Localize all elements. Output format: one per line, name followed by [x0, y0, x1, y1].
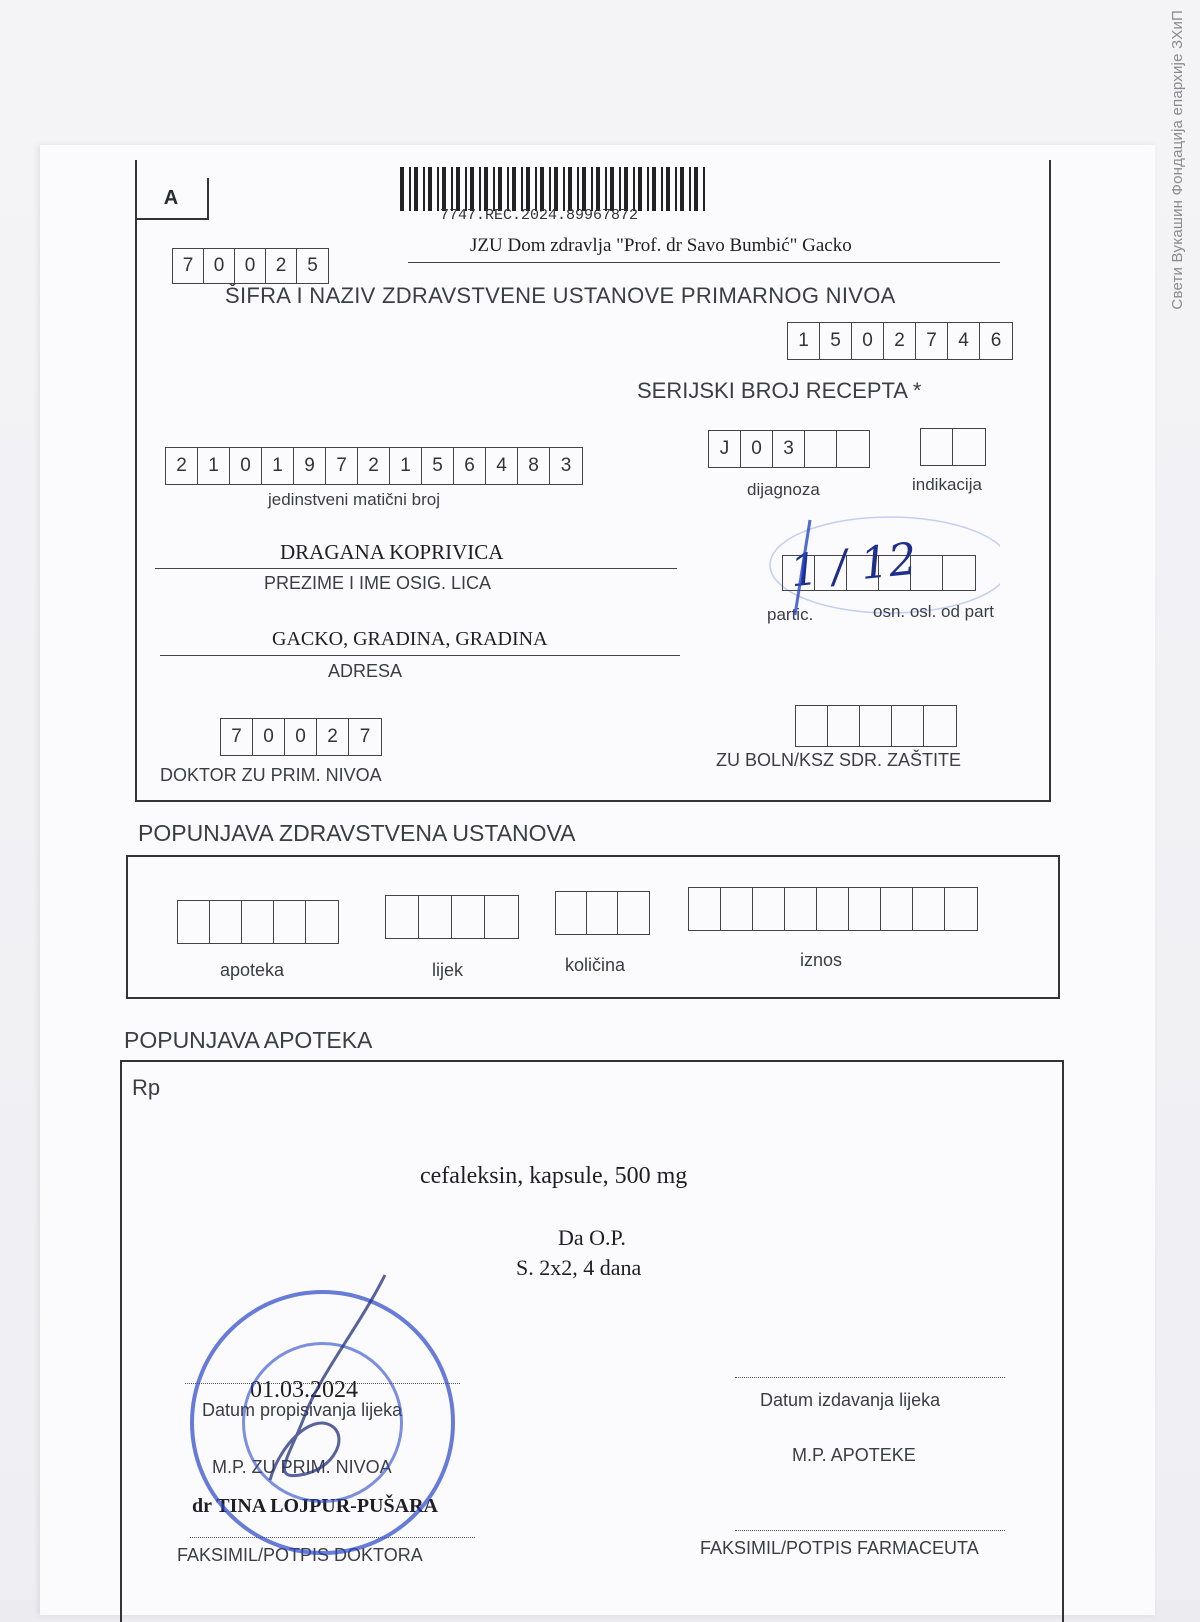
issue-date-line	[735, 1377, 1005, 1378]
barcode-bar	[540, 167, 544, 211]
digit-box: 5	[307, 255, 318, 276]
patient-name: DRAGANA KOPRIVICA	[280, 540, 504, 564]
kolicina-label: količina	[565, 955, 626, 975]
rp-label: Rp	[132, 1075, 161, 1100]
barcode-bar	[605, 167, 607, 211]
pharmacist-signature-line	[735, 1530, 1005, 1531]
digit-box	[828, 706, 860, 746]
barcode-bar	[563, 167, 565, 211]
barcode-bar	[689, 167, 691, 211]
barcode-number: 7747.REC.2024.89967872	[440, 207, 639, 224]
digit-box: 5	[820, 323, 852, 359]
barcode-bar	[554, 167, 558, 211]
digit-box	[556, 892, 587, 934]
digit-box: 0	[852, 323, 884, 359]
diagnosis-boxes	[708, 430, 870, 468]
doctor-signature-label: FAKSIMIL/POTPIS DOKTORA	[177, 1545, 423, 1565]
doctor-name: dr TINA LOJPUR-PUŠARA	[192, 1495, 438, 1517]
apoteka-label: apoteka	[220, 960, 285, 980]
barcode-bar	[437, 167, 439, 211]
patient-name-line	[155, 568, 677, 569]
hospital-boxes	[795, 705, 957, 747]
prescription-date: 01.03.2024	[250, 1377, 358, 1403]
digit-box	[618, 892, 649, 934]
digit-box: 0	[230, 448, 262, 484]
dosage-line-2: S. 2x2, 4 dana	[516, 1255, 642, 1280]
digit-box: 2	[266, 249, 297, 283]
barcode-bar	[675, 167, 677, 211]
prescription-date-label: Datum propisivanja lijeka	[202, 1400, 403, 1420]
pharmacist-signature-label: FAKSIMIL/POTPIS FARMACEUTA	[700, 1538, 979, 1558]
barcode-bar	[479, 167, 481, 211]
lijek-label: lijek	[432, 960, 464, 980]
digit-box: 0	[741, 431, 773, 467]
digit-box: 1	[788, 323, 820, 359]
doctor-code-boxes	[220, 718, 382, 756]
barcode-bar	[498, 167, 502, 211]
barcode-bar	[549, 167, 551, 211]
digit-box	[860, 706, 892, 746]
iznos-boxes	[688, 887, 978, 931]
digit-box: 6	[454, 448, 486, 484]
digit-box: 1	[262, 448, 294, 484]
barcode-bar	[647, 167, 649, 211]
barcode-bar	[409, 167, 411, 211]
apoteka-boxes	[177, 900, 339, 944]
indication-boxes	[920, 428, 986, 466]
digit-box: 1	[390, 448, 422, 484]
digit-box	[485, 896, 518, 938]
digit-box: 5	[422, 448, 454, 484]
jmbg-label: jedinstveni matični broj	[268, 490, 440, 509]
institution-name: JZU Dom zdravlja "Prof. dr Savo Bumbić" Gacko	[470, 235, 852, 256]
barcode-bar	[400, 167, 404, 211]
partic-label: partic.	[767, 605, 814, 624]
barcode-bar	[582, 167, 586, 211]
digit-box: 6	[990, 330, 1002, 351]
digit-box	[945, 888, 977, 930]
barcode-bar	[596, 167, 600, 211]
digit-box	[242, 901, 274, 943]
barcode-bar	[666, 167, 670, 211]
digit-box	[881, 888, 913, 930]
serial-number-boxes	[787, 322, 1013, 360]
iznos-label: iznos	[800, 950, 843, 970]
institution-name-line	[408, 262, 1000, 263]
barcode-bar	[465, 167, 467, 211]
digit-box	[849, 888, 881, 930]
barcode-bar	[451, 167, 453, 211]
watermark-text: Свети Вукашин Фондација епархије ЗХиП	[1169, 10, 1186, 310]
barcode-bar	[703, 167, 705, 211]
digit-box	[913, 888, 945, 930]
barcode-bar	[680, 167, 684, 211]
barcode-bar	[507, 167, 509, 211]
barcode-bar	[661, 167, 663, 211]
digit-box	[796, 706, 828, 746]
digit-box	[921, 429, 953, 465]
digit-box: 7	[359, 726, 371, 747]
barcode-bar	[442, 167, 446, 211]
barcode-bar	[456, 167, 460, 211]
patient-address-label: ADRESA	[328, 661, 403, 681]
prescription-form	[40, 145, 1155, 1615]
patient-address: GACKO, GRADINA, GRADINA	[272, 628, 548, 650]
mp-doctor-label: M.P. ZU PRIM. NIVOA	[212, 1457, 392, 1477]
barcode-bar	[652, 167, 656, 211]
digit-box	[587, 892, 618, 934]
digit-box: 1	[198, 448, 230, 484]
institution-label: ŠIFRA I NAZIV ZDRAVSTVENE USTANOVE PRIMARNOG NIVOA	[225, 283, 896, 308]
digit-box	[452, 896, 485, 938]
barcode-bar	[423, 167, 425, 211]
patient-address-line	[160, 655, 680, 656]
digit-box: 3	[560, 455, 572, 476]
digit-box: 0	[253, 719, 285, 755]
barcode-bar	[414, 167, 418, 211]
barcode-bar	[568, 167, 572, 211]
barcode-bar	[619, 167, 621, 211]
dosage-line-1: Da O.P.	[558, 1225, 626, 1250]
digit-box	[924, 706, 956, 746]
diagnosis-label: dijagnoza	[747, 480, 820, 499]
digit-box	[721, 888, 753, 930]
barcode-bar	[470, 167, 474, 211]
digit-box: 2	[884, 323, 916, 359]
jmbg-boxes	[165, 447, 583, 485]
digit-box	[386, 896, 419, 938]
digit-box: 9	[294, 448, 326, 484]
digit-box: 2	[358, 448, 390, 484]
digit-box	[210, 901, 242, 943]
digit-box	[892, 706, 924, 746]
digit-box: 0	[204, 249, 235, 283]
digit-box	[817, 888, 849, 930]
digit-box	[274, 901, 306, 943]
digit-box	[805, 431, 837, 467]
barcode-bar	[591, 167, 593, 211]
digit-box: 0	[285, 719, 317, 755]
digit-box: 7	[173, 249, 204, 283]
barcode-bar	[624, 167, 628, 211]
section-pharmacy-title: POPUNJAVA APOTEKA	[124, 1027, 373, 1053]
patient-name-label: PREZIME I IME OSIG. LICA	[264, 573, 492, 593]
digit-box: 0	[235, 249, 266, 283]
digit-box: 8	[518, 448, 550, 484]
handwritten-participation: 1 / 12	[787, 533, 920, 598]
doctor-signature	[210, 1265, 450, 1505]
drug-name: cefaleksin, kapsule, 500 mg	[420, 1163, 688, 1189]
mp-pharmacy-label: M.P. APOTEKE	[792, 1445, 916, 1465]
digit-box: 2	[317, 719, 349, 755]
digit-box	[837, 431, 869, 467]
barcode-bar	[521, 167, 523, 211]
doctor-label: DOKTOR ZU PRIM. NIVOA	[160, 765, 382, 785]
participation-stamp	[740, 510, 1000, 620]
barcode-bar	[526, 167, 530, 211]
digit-box	[178, 901, 210, 943]
barcode-bar	[577, 167, 579, 211]
indication-label: indikacija	[912, 475, 982, 494]
digit-box	[419, 896, 452, 938]
digit-box: 7	[221, 719, 253, 755]
form-type-label: A	[135, 178, 209, 220]
digit-box: 3	[773, 431, 805, 467]
barcode-bar	[484, 167, 488, 211]
barcode-bar	[694, 167, 698, 211]
digit-box	[953, 429, 985, 465]
issue-date-label: Datum izdavanja lijeka	[760, 1390, 941, 1410]
barcode	[400, 167, 710, 211]
digit-box	[785, 888, 817, 930]
serial-label: SERIJSKI BROJ RECEPTA *	[637, 378, 922, 403]
digit-box: J	[709, 431, 741, 467]
digit-box: 7	[916, 323, 948, 359]
digit-box: 4	[486, 448, 518, 484]
barcode-bar	[610, 167, 614, 211]
digit-box: 7	[326, 448, 358, 484]
barcode-bar	[535, 167, 537, 211]
digit-box	[306, 901, 338, 943]
digit-box: 4	[948, 323, 980, 359]
digit-box	[689, 888, 721, 930]
barcode-bar	[493, 167, 495, 211]
digit-box	[753, 888, 785, 930]
kolicina-boxes	[555, 891, 650, 935]
barcode-bar	[428, 167, 432, 211]
barcode-bar	[633, 167, 635, 211]
hospital-label: ZU BOLN/KSZ SDR. ZAŠTITE	[716, 750, 962, 770]
institution-code-boxes	[172, 248, 329, 284]
osn-label: osn. osl. od part	[873, 602, 994, 621]
barcode-bar	[638, 167, 642, 211]
barcode-bar	[512, 167, 516, 211]
section-institution-title: POPUNJAVA ZDRAVSTVENA USTANOVA	[138, 820, 576, 846]
lijek-boxes	[385, 895, 519, 939]
digit-box: 2	[166, 448, 198, 484]
